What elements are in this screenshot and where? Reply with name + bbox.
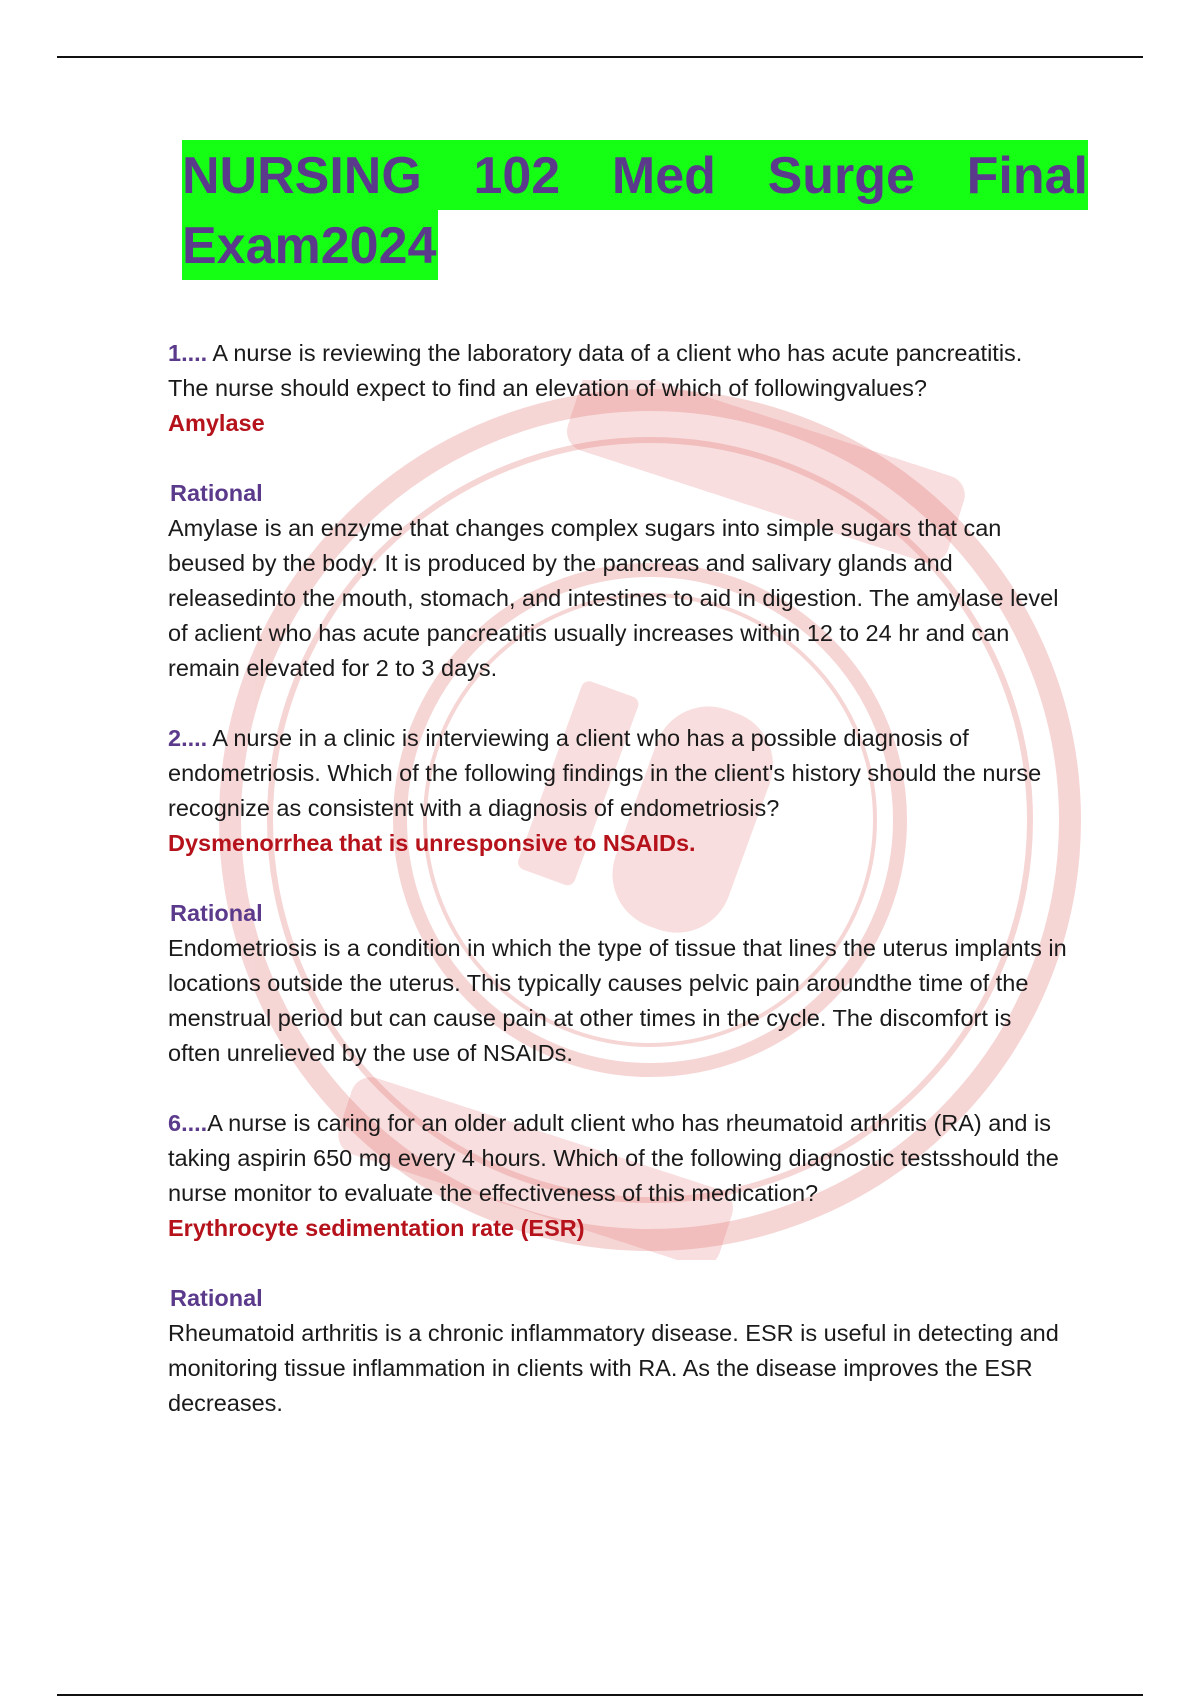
question-text bbox=[168, 1106, 1068, 1211]
rationale-text: Endometriosis is a condition in which the type of tissue that lines the uterus implants in locations outside the uterus. This typically causes pelvic pain aroundthe time of the menstrual period but can cause pain at other times in the cycle. The discomfort is often unrelieved by the use of NSAIDs. bbox=[168, 935, 1067, 1066]
rationale-text: Rheumatoid arthritis is a chronic inflammatory disease. ESR is useful in detecting and monitoring tissue inflammation in clients with RA. As the disease improves the ESR decreases. bbox=[168, 1320, 1059, 1416]
question-number: 6.... bbox=[168, 1110, 208, 1136]
question-number: 2.... bbox=[168, 725, 208, 751]
title-line-2: Exam2024 bbox=[182, 210, 438, 280]
questions-list bbox=[168, 336, 1068, 1456]
question-number: 1.... bbox=[168, 340, 208, 366]
rationale-heading: Rational bbox=[170, 480, 263, 506]
answer-text: Erythrocyte sedimentation rate (ESR) bbox=[168, 1215, 585, 1241]
question-block bbox=[168, 1106, 1068, 1421]
question-block bbox=[168, 336, 1068, 686]
question-stem: A nurse is caring for an older adult client who has rheumatoid arthritis (RA) and is taking aspirin 650 mg every 4 hours. Which of the following diagnostic testsshould the nurse monitor to evaluate the effectiveness of this medication? bbox=[168, 1110, 1059, 1206]
title-word: NURSING bbox=[182, 147, 422, 205]
question-stem: A nurse in a clinic is interviewing a client who has a possible diagnosis of endometriosis. Which of the following findings in the client's history should the nurse recognize as consistent with a diagnosis of endometriosis? bbox=[168, 725, 1042, 821]
question-stem: A nurse is reviewing the laboratory data of a client who has acute pancreatitis. The nurse should expect to find an elevation of which of followingvalues? bbox=[168, 340, 1023, 401]
rationale-heading: Rational bbox=[170, 900, 263, 926]
title-word: Final bbox=[966, 147, 1088, 205]
title-word: Med bbox=[611, 147, 716, 205]
bottom-rule bbox=[57, 1694, 1143, 1696]
rationale-heading: Rational bbox=[170, 1285, 263, 1311]
question-text bbox=[168, 336, 1068, 406]
question-block bbox=[168, 721, 1068, 1071]
top-rule bbox=[57, 56, 1143, 58]
title-word: 102 bbox=[473, 147, 561, 205]
answer-text: Dysmenorrhea that is unresponsive to NSAIDs. bbox=[168, 830, 696, 856]
document-title bbox=[182, 140, 1088, 280]
title-line-1 bbox=[182, 140, 1088, 210]
title-word: Surge bbox=[767, 147, 915, 205]
answer-text: Amylase bbox=[168, 410, 265, 436]
rationale-text: Amylase is an enzyme that changes complex sugars into simple sugars that can beused by the body. It is produced by the pancreas and salivary glands and releasedinto the mouth, stomach, and intestines to aid in digestion. The amylase level of aclient who has acute pancreatitis usually increases within 12 to 24 hr and can remain elevated for 2 to 3 days. bbox=[168, 515, 1059, 681]
question-text bbox=[168, 721, 1068, 826]
